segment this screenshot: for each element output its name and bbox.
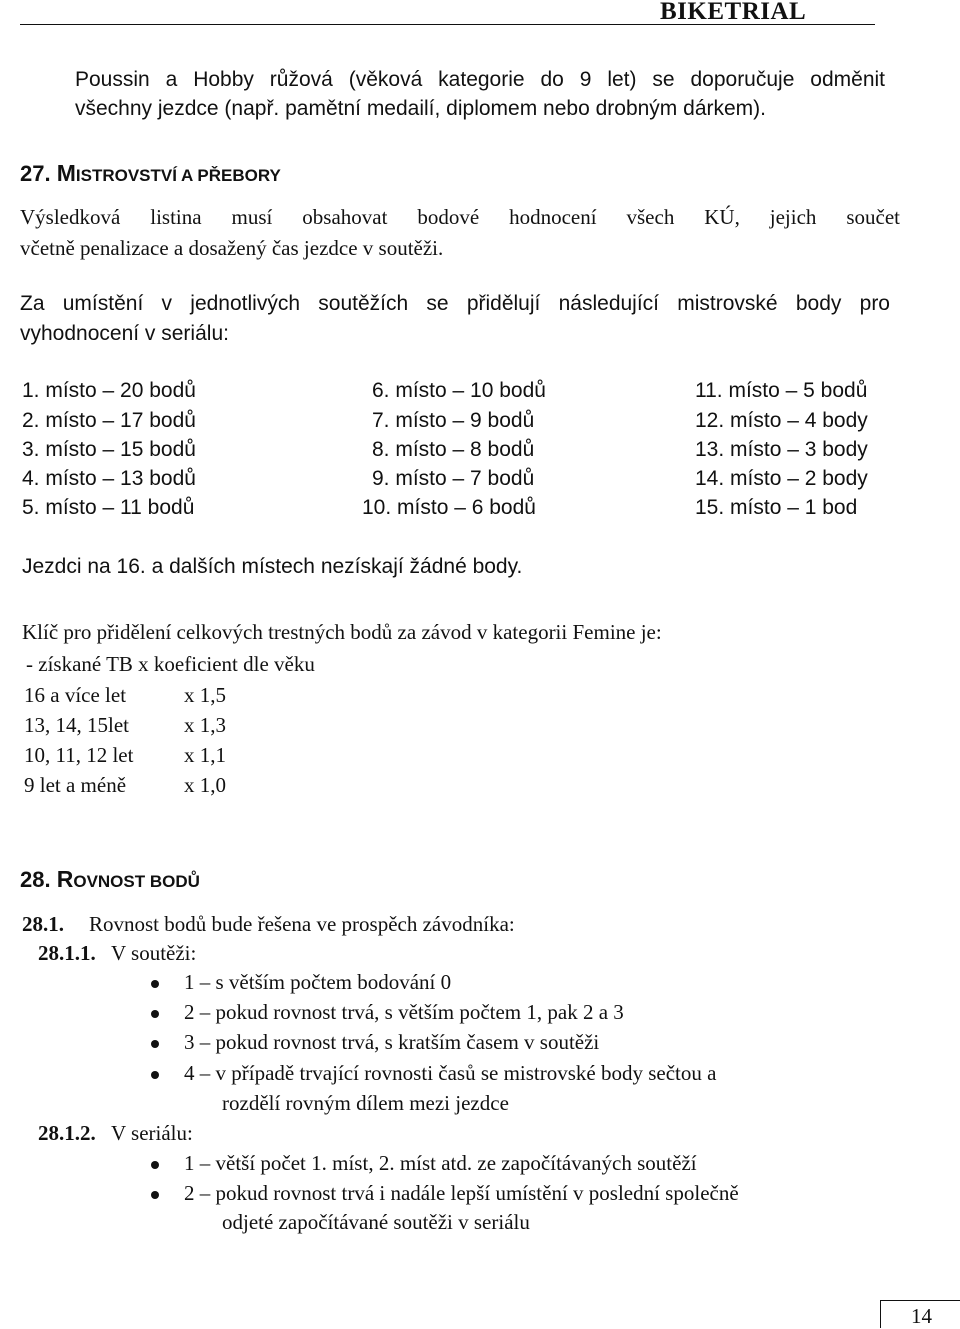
points-cell: 11. místo – 5 bodů: [695, 379, 868, 402]
section-27-number: 27.: [20, 161, 51, 186]
points-cell: 10. místo – 6 bodů: [362, 496, 536, 519]
intro-line-2: všechny jezdce (např. pamětní medailí, diplomem nebo drobným dárkem).: [75, 97, 766, 120]
section-28-1-2-number: 28.1.2.: [38, 1121, 96, 1145]
competition-tie-rule-continuation: rozdělí rovným dílem mezi jezdce: [222, 1091, 509, 1115]
section-27-title-rest: ISTROVSTVÍ A PŘEBORY: [75, 166, 281, 185]
points-cell: 13. místo – 3 body: [695, 438, 868, 461]
points-cell: 7. místo – 9 bodů: [372, 409, 535, 432]
section-28-1-1-text: V soutěži:: [111, 941, 197, 965]
points-cell: 3. místo – 15 bodů: [22, 438, 196, 461]
femine-key-text: Klíč pro přidělení celkových trestných bodů za závod v kategorii Femine je:: [22, 620, 662, 644]
section-27-heading: [20, 160, 281, 187]
section-28-1-text: Rovnost bodů bude řešena ve prospěch závodníka:: [89, 912, 515, 936]
points-cell: 14. místo – 2 body: [695, 467, 868, 490]
results-paragraph-line-1: Výsledková listina musí obsahovat bodové hodnocení všech KÚ, jejich součet: [20, 205, 900, 229]
bullet-icon: [151, 1010, 159, 1018]
series-tie-rule: 2 – pokud rovnost trvá i nadále lepší umístění v poslední společně: [184, 1181, 739, 1205]
section-28-number: 28.: [20, 867, 51, 892]
competition-tie-rule: 1 – s větším počtem bodování 0: [184, 970, 452, 994]
section-27-title-initial: M: [56, 160, 76, 186]
points-cell: 8. místo – 8 bodů: [372, 438, 535, 461]
series-tie-rule-continuation: odjeté započítávané soutěži v seriálu: [222, 1210, 530, 1234]
points-cell: 9. místo – 7 bodů: [372, 467, 535, 490]
coefficient-age: 16 a více let: [24, 683, 127, 707]
bullet-icon: [151, 1161, 159, 1169]
bullet-icon: [151, 1040, 159, 1048]
femine-key-subtext: - získané TB x koeficient dle věku: [26, 652, 315, 676]
points-cell: 5. místo – 11 bodů: [22, 496, 195, 519]
points-paragraph-line-1: Za umístění v jednotlivých soutěžích se přidělují následující mistrovské body pro: [20, 292, 890, 315]
coefficient-age: 13, 14, 15let: [24, 713, 129, 737]
series-tie-rule: 1 – větší počet 1. míst, 2. míst atd. ze započítávaných soutěží: [184, 1151, 697, 1175]
bullet-icon: [151, 1071, 159, 1079]
points-paragraph-line-2: vyhodnocení v seriálu:: [20, 322, 229, 345]
coefficient-value: x 1,5: [184, 683, 226, 707]
no-points-note: Jezdci na 16. a dalších místech nezískají žádné body.: [22, 555, 523, 578]
section-28-1-2-text: V seriálu:: [111, 1121, 193, 1145]
results-paragraph-line-2: včetně penalizace a dosažený čas jezdce v soutěži.: [20, 236, 444, 260]
competition-tie-rule: 2 – pokud rovnost trvá, s větším počtem 1, pak 2 a 3: [184, 1000, 624, 1024]
section-28-1-number: 28.1.: [22, 912, 64, 936]
coefficient-age: 9 let a méně: [24, 773, 127, 797]
section-28-heading: [20, 866, 200, 893]
page-number-rule: [880, 1300, 960, 1301]
section-28-title-rest: OVNOST BODŮ: [73, 872, 200, 891]
competition-tie-rule: 4 – v případě trvající rovnosti časů se mistrovské body sečtou a: [184, 1061, 717, 1085]
points-cell: 6. místo – 10 bodů: [372, 379, 546, 402]
competition-tie-rule: 3 – pokud rovnost trvá, s kratším časem v soutěži: [184, 1030, 600, 1054]
section-28-title-initial: R: [56, 866, 74, 892]
bullet-icon: [151, 980, 159, 988]
section-28-1-1-number: 28.1.1.: [38, 941, 96, 965]
intro-line-1: Poussin a Hobby růžová (věková kategorie do 9 let) se doporučuje odměnit: [75, 68, 885, 91]
page-number-rule-vertical: [880, 1300, 881, 1328]
points-cell: 2. místo – 17 bodů: [22, 409, 196, 432]
coefficient-value: x 1,1: [184, 743, 226, 767]
coefficient-value: x 1,0: [184, 773, 226, 797]
coefficient-age: 10, 11, 12 let: [24, 743, 134, 767]
points-cell: 4. místo – 13 bodů: [22, 467, 196, 490]
coefficient-value: x 1,3: [184, 713, 226, 737]
header-title: BIKETRIAL: [660, 0, 807, 25]
page-number: 14: [911, 1304, 932, 1328]
points-cell: 15. místo – 1 bod: [695, 496, 858, 519]
points-cell: 12. místo – 4 body: [695, 409, 868, 432]
bullet-icon: [151, 1191, 159, 1199]
points-cell: 1. místo – 20 bodů: [22, 379, 196, 402]
